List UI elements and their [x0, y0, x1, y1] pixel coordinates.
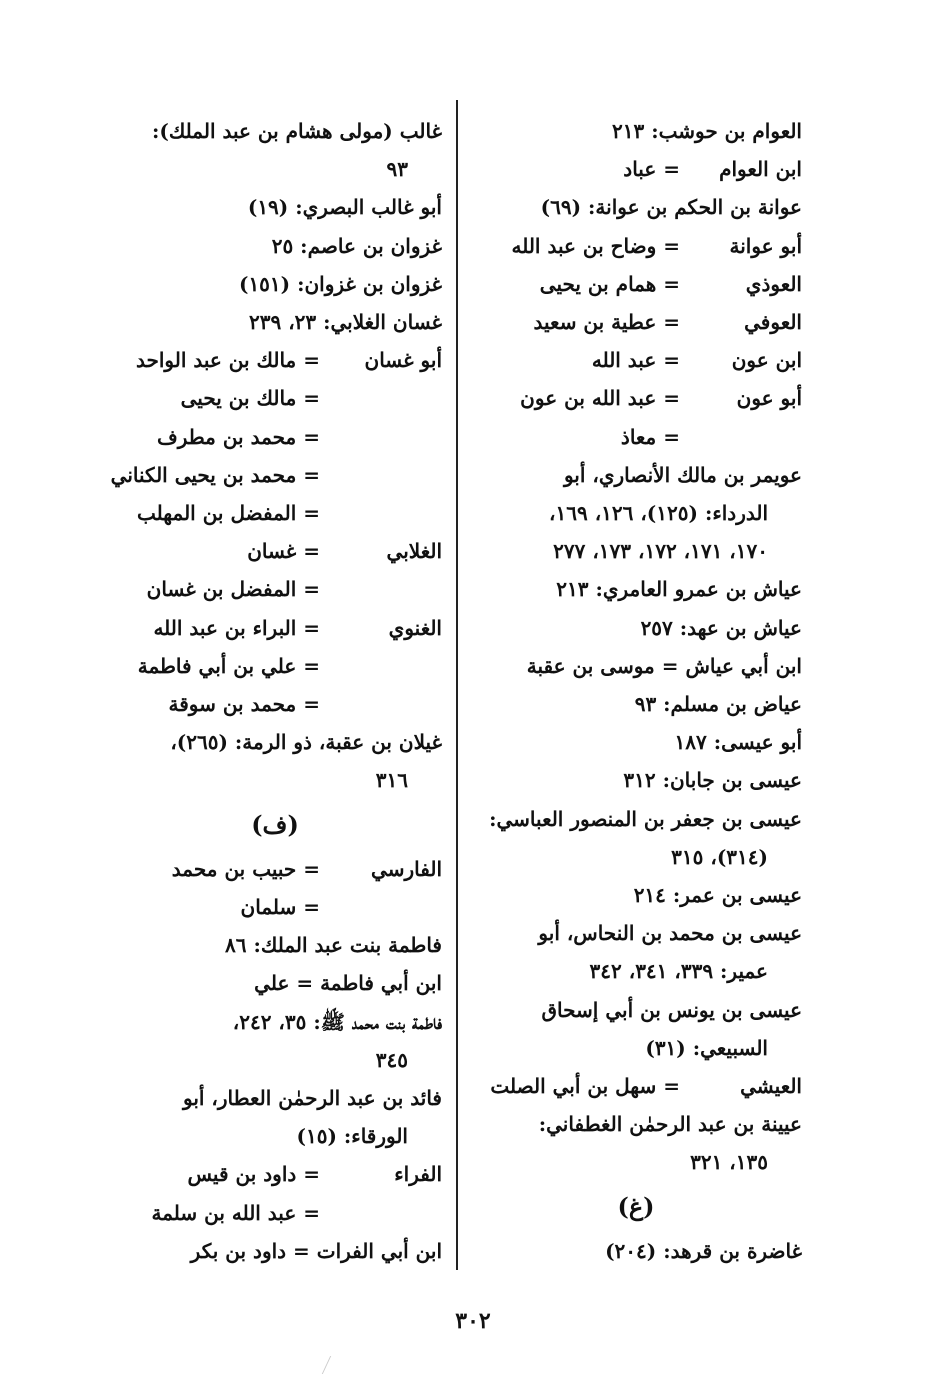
xref-name: ابن عون	[731, 348, 802, 373]
xref-target: = محمد بن مطرف	[156, 424, 320, 449]
index-entry-continuation: الدرداء: (١٢٥)، ١٢٦، ١٦٩،	[549, 501, 768, 526]
index-xref-entry	[108, 850, 442, 888]
xref-target: = محمد بن سوقة	[168, 692, 320, 717]
index-entry: غاضرة بن قرهد: (٢٠٤)	[605, 1238, 802, 1263]
index-entry: غيلان بن عقبة، ذو الرمة: (٢٦٥)،	[170, 730, 442, 755]
index-xref-entry	[108, 379, 442, 417]
xref-target: = عبد الله	[591, 348, 680, 373]
xref-target: = معاذ	[620, 424, 680, 449]
index-entry: عياش بن عمرو العامري: ٢١٣	[556, 577, 802, 602]
index-xref-entry	[108, 341, 442, 379]
index-xref-entry	[108, 570, 442, 608]
index-column-right	[470, 112, 802, 1270]
index-xref-entry	[470, 265, 802, 303]
index-column-left	[108, 112, 442, 1270]
xref-name: الفراء	[394, 1162, 442, 1187]
index-entry: ابن أبي الفرات = داود بن بكر	[190, 1238, 442, 1263]
xref-target: = همام بن يحيى	[539, 271, 680, 296]
xref-name: الفارسي	[371, 856, 442, 881]
section-letter-heading: (ف)	[251, 809, 299, 839]
index-xref-entry	[470, 379, 802, 417]
xref-target: = عبد الله بن عون	[520, 386, 680, 411]
index-entry: غزوان بن غزوان: (١٥١)	[238, 271, 442, 296]
xref-target: = عبد الله بن سلمة	[151, 1200, 320, 1225]
index-entry-continuation: ٩٣	[386, 157, 408, 182]
xref-target: = وضاح بن عبد الله	[511, 233, 680, 258]
index-entry: عيسى بن جابان: ٣١٢	[623, 768, 802, 793]
index-xref-entry	[470, 1067, 802, 1105]
index-xref-entry	[108, 1155, 442, 1193]
index-entry: أبو غالب البصري: (١٩)	[247, 195, 442, 220]
index-xref-entry	[108, 888, 442, 926]
index-xref-entry	[108, 647, 442, 685]
xref-target: = مالك بن يحيى	[180, 386, 320, 411]
xref-target: = المفضل بن المهلب	[137, 501, 320, 526]
xref-target: = علي بن أبي فاطمة	[137, 653, 320, 678]
index-xref-entry	[108, 609, 442, 647]
xref-name: العيشي	[740, 1074, 802, 1099]
index-entry: عيسى بن جعفر بن المنصور العباسي:	[489, 806, 802, 831]
xref-name: العوذي	[745, 271, 802, 296]
index-xref-entry	[470, 303, 802, 341]
xref-name: أبو عون	[736, 386, 802, 411]
index-entry: ابن أبي عياش = موسى بن عقبة	[526, 653, 802, 678]
index-xref-entry	[108, 494, 442, 532]
index-xref-entry	[108, 685, 442, 723]
xref-name: أبو عوانة	[729, 233, 802, 258]
xref-target: = سلمان	[240, 895, 320, 920]
column-divider	[456, 100, 458, 1270]
index-entry-continuation: عمير: ٣٣٩، ٣٤١، ٣٤٢	[589, 959, 768, 984]
index-entry: عيسى بن عمر: ٢١٤	[633, 883, 802, 908]
xref-name: الغنوي	[388, 615, 442, 640]
index-entry: عيسى بن يونس بن أبي إسحاق	[541, 997, 802, 1022]
index-xref-entry	[470, 150, 802, 188]
xref-target: = مالك بن عبد الواحد	[135, 348, 320, 373]
index-entry: غالب (مولى هشام بن عبد الملك):	[151, 119, 442, 143]
xref-target: = سهل بن أبي الصلت	[490, 1074, 680, 1099]
xref-name: العوفي	[744, 310, 802, 335]
index-entry-continuation: ٣١٦	[375, 768, 408, 793]
xref-target: = عباد	[623, 157, 680, 182]
xref-target: = عطية بن سعيد	[533, 310, 680, 335]
xref-name: أبو غسان	[364, 348, 442, 373]
xref-target: = المفضل بن غسان	[146, 577, 320, 602]
xref-name: ابن العوام	[719, 157, 802, 182]
xref-name: الغلابي	[386, 539, 442, 564]
index-entry: عوانة بن الحكم بن عوانة: (٦٩)	[540, 195, 802, 220]
xref-target: = البراء بن عبد الله	[153, 615, 320, 640]
xref-target: = داود بن قيس	[187, 1162, 320, 1187]
index-entry-continuation: ٣٤٥	[375, 1047, 408, 1072]
index-entry: فاطمة بنت عبد الملك: ٨٦	[225, 933, 442, 958]
index-xref-entry	[470, 227, 802, 265]
index-entry-continuation: السبيعي: (٣١)	[645, 1035, 768, 1060]
index-entry: غسان الغلابي: ٢٣، ٢٣٩	[249, 310, 442, 335]
index-xref-entry	[108, 418, 442, 456]
xref-target: = غسان	[247, 539, 320, 564]
index-entry: أبو عيسى: ١٨٧	[674, 730, 802, 755]
index-entry: العوام بن حوشب: ٢١٣	[612, 119, 802, 143]
scan-mark	[322, 1356, 343, 1374]
xref-target: = حبيب بن محمد	[171, 856, 320, 881]
index-xref-entry	[108, 1194, 442, 1232]
index-entry: عياش بن عهد: ٢٥٧	[640, 615, 802, 640]
index-xref-entry	[108, 532, 442, 570]
index-xref-entry	[108, 456, 442, 494]
index-entry-continuation: ١٣٥، ٣٢١	[690, 1150, 768, 1175]
section-letter-heading: (غ)	[617, 1191, 655, 1221]
index-xref-entry	[470, 418, 802, 456]
index-entry: عياض بن مسلم: ٩٣	[634, 692, 802, 717]
index-entry: ابن أبي فاطمة = علي	[254, 971, 442, 996]
xref-target: = محمد بن يحيى الكناني	[110, 462, 320, 487]
index-entry: غزوان بن عاصم: ٢٥	[271, 233, 442, 258]
index-entry: عيسى بن محمد بن النحاس، أبو	[538, 921, 802, 946]
index-entry-continuation: (٣١٤)، ٣١٥	[671, 844, 768, 869]
index-entry: فائد بن عبد الرحمٰن العطار، أبو	[183, 1086, 442, 1111]
index-entry: فاطمة بنت محمد ﷺ: ٣٥، ٢٤٢،	[232, 1009, 442, 1034]
index-entry: عويمر بن مالك الأنصاري، أبو	[563, 462, 802, 487]
page-number: ٣٠٢	[455, 1308, 491, 1334]
index-xref-entry	[470, 341, 802, 379]
index-entry: عيينة بن عبد الرحمٰن الغطفاني:	[538, 1112, 802, 1137]
index-entry-continuation: ١٧٠، ١٧١، ١٧٢، ١٧٣، ٢٧٧	[553, 539, 768, 564]
index-entry-continuation: الورقاء: (١٥)	[296, 1124, 408, 1149]
